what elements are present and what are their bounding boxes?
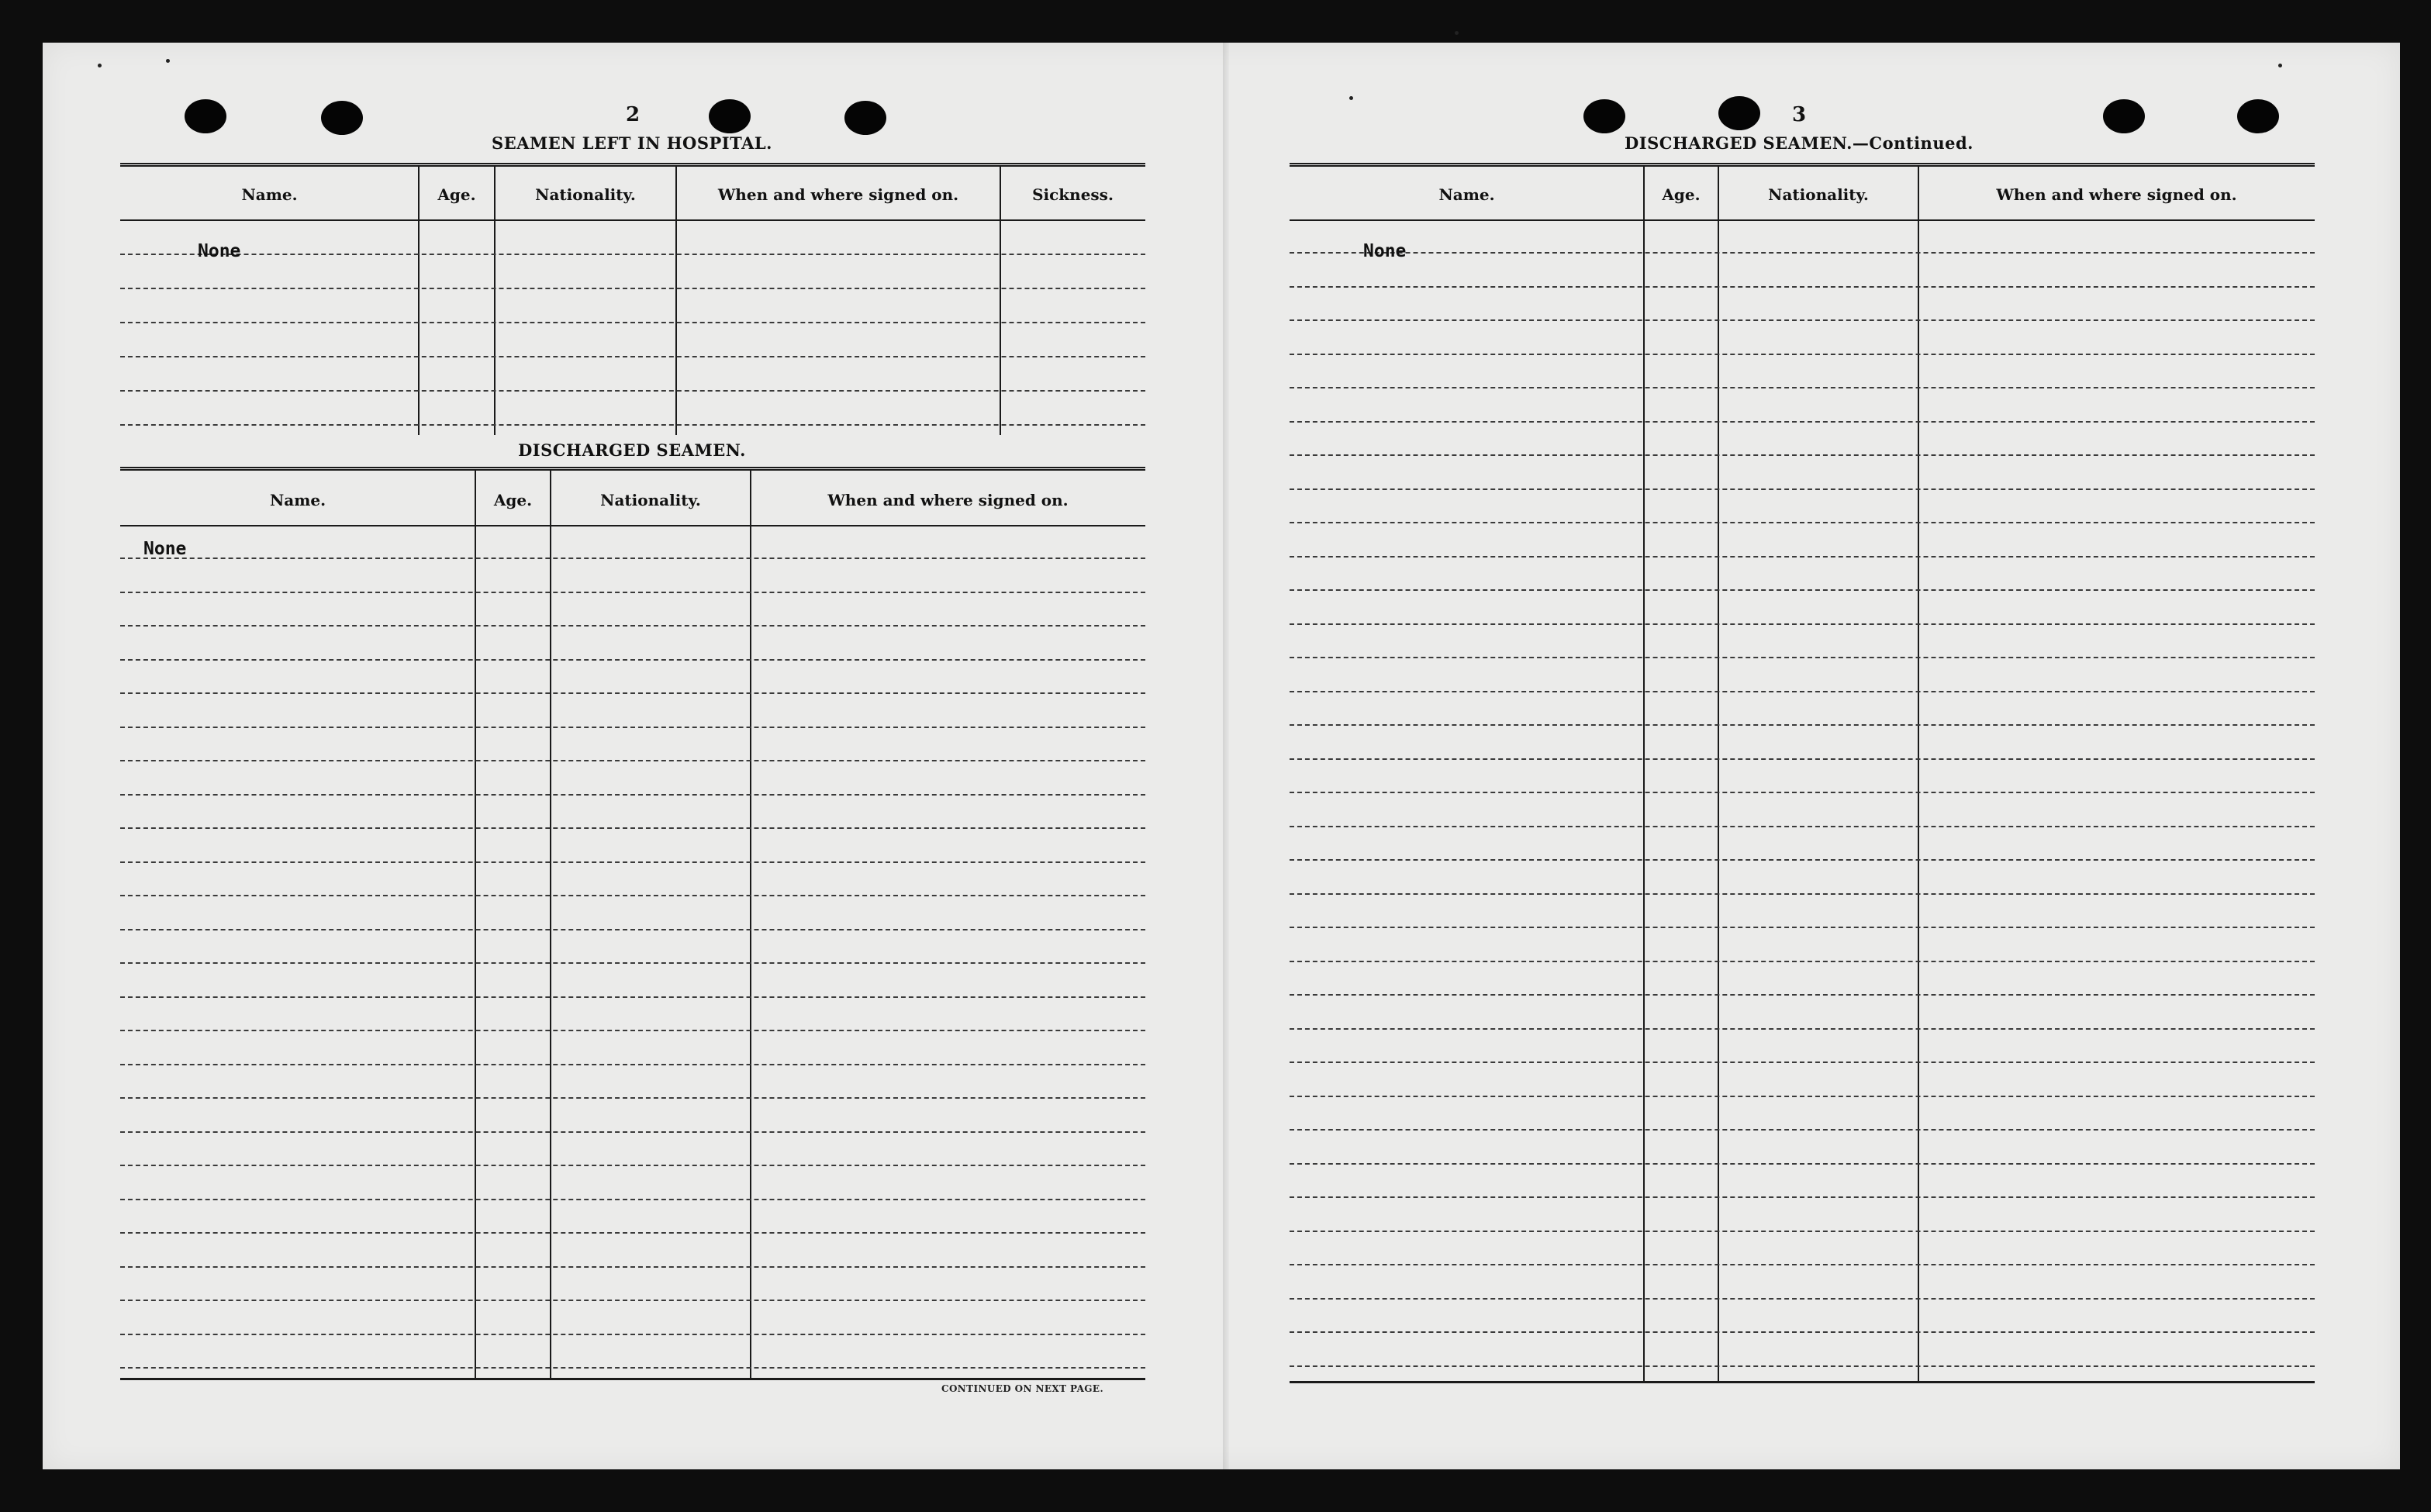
- ruled-line: [120, 1030, 1145, 1031]
- paper-speck: [1455, 31, 1459, 35]
- ruled-line: [1290, 961, 2315, 962]
- ruled-line: [120, 1300, 1145, 1301]
- ruled-line: [1290, 792, 2315, 793]
- ruled-line: [120, 1131, 1145, 1133]
- ruled-line: [1290, 387, 2315, 388]
- punch-hole: [321, 101, 363, 135]
- punch-hole: [185, 99, 226, 133]
- ruled-line: [1290, 319, 2315, 321]
- ruled-line: [1290, 859, 2315, 861]
- hospital-entry: None: [198, 241, 241, 261]
- hospital-table: [120, 163, 1145, 435]
- punch-hole: [709, 99, 751, 133]
- ruled-line: [120, 659, 1145, 661]
- ruled-line: [1290, 1028, 2315, 1030]
- punch-hole: [844, 101, 886, 135]
- ruled-line: [120, 827, 1145, 829]
- paper-speck: [98, 64, 102, 67]
- ruled-line: [1290, 522, 2315, 523]
- ruled-line: [120, 558, 1145, 559]
- ruled-line: [1290, 623, 2315, 625]
- col-signed-on-header: When and where signed on.: [1996, 185, 2237, 204]
- ruled-line: [1290, 1163, 2315, 1165]
- ruled-line: [120, 1367, 1145, 1369]
- discharged-section-title: DISCHARGED SEAMEN.: [518, 440, 746, 460]
- ruled-line: [120, 322, 1145, 323]
- ruled-line: [120, 760, 1145, 761]
- page-number-left: 2: [625, 103, 641, 126]
- ruled-line: [1290, 1096, 2315, 1097]
- ruled-line: [1290, 1298, 2315, 1300]
- page-number-right: 3: [1791, 103, 1807, 126]
- continued-note: CONTINUED ON NEXT PAGE.: [941, 1383, 1104, 1394]
- discharged-table: [120, 467, 1145, 1379]
- ruled-line: [1290, 421, 2315, 423]
- ruled-line: [1290, 286, 2315, 288]
- column-divider: [550, 471, 551, 1379]
- ruled-line: [1290, 826, 2315, 827]
- ruled-line: [120, 1165, 1145, 1166]
- punch-hole: [1718, 96, 1760, 130]
- ruled-line: [1290, 1365, 2315, 1367]
- column-divider: [418, 167, 420, 435]
- ruled-line: [120, 1199, 1145, 1200]
- ruled-line: [120, 592, 1145, 593]
- col-sickness-header: Sickness.: [1032, 185, 1114, 204]
- ruled-line: [1290, 724, 2315, 726]
- ruled-line: [120, 625, 1145, 627]
- column-divider: [750, 471, 751, 1379]
- ruled-line: [1290, 1129, 2315, 1131]
- discharged-entry: None: [143, 539, 187, 559]
- col-age-header: Age.: [437, 185, 476, 204]
- ruled-line: [120, 929, 1145, 930]
- col-age-header: Age.: [1662, 185, 1701, 204]
- column-divider: [1643, 167, 1645, 1383]
- ruled-line: [120, 794, 1145, 796]
- ruled-line: [1290, 1062, 2315, 1063]
- discharged-continued-title: DISCHARGED SEAMEN.—Continued.: [1625, 133, 1973, 153]
- ruled-line: [120, 1334, 1145, 1335]
- col-nationality-header: Nationality.: [1768, 185, 1869, 204]
- ruled-line: [1290, 454, 2315, 456]
- ruled-line: [120, 1064, 1145, 1065]
- ruled-line: [120, 861, 1145, 863]
- ruled-line: [120, 390, 1145, 392]
- ruled-line: [120, 288, 1145, 289]
- ruled-line: [1290, 691, 2315, 692]
- ruled-line: [1290, 1231, 2315, 1232]
- page-fold: [1223, 43, 1229, 1469]
- ruled-line: [1290, 927, 2315, 928]
- col-name-header: Name.: [269, 491, 326, 509]
- col-nationality-header: Nationality.: [535, 185, 636, 204]
- table-bottom-rule: [120, 1378, 1145, 1380]
- discharged-continued-table: [1290, 163, 2315, 1383]
- ruled-line: [1290, 1331, 2315, 1333]
- column-divider: [675, 167, 677, 435]
- punch-hole: [2237, 99, 2279, 133]
- col-signed-on-header: When and where signed on.: [827, 491, 1069, 509]
- paper-speck: [1349, 96, 1353, 100]
- ruled-line: [1290, 758, 2315, 760]
- ruled-line: [120, 356, 1145, 357]
- punch-hole: [1583, 99, 1625, 133]
- paper-speck: [166, 59, 170, 63]
- table-bottom-rule: [1290, 1381, 2315, 1383]
- hospital-section-title: SEAMEN LEFT IN HOSPITAL.: [492, 133, 772, 153]
- ruled-line: [120, 1097, 1145, 1099]
- column-divider: [494, 167, 496, 435]
- col-name-header: Name.: [241, 185, 298, 204]
- ruled-line: [1290, 252, 2315, 254]
- ruled-line: [120, 692, 1145, 694]
- ruled-line: [1290, 488, 2315, 490]
- ruled-line: [1290, 1264, 2315, 1265]
- col-signed-on-header: When and where signed on.: [717, 185, 959, 204]
- column-divider: [1918, 167, 1919, 1383]
- punch-hole: [2103, 99, 2145, 133]
- paper-speck: [2278, 64, 2282, 67]
- ruled-line: [120, 254, 1145, 255]
- ruled-line: [120, 424, 1145, 426]
- ruled-line: [1290, 589, 2315, 591]
- ruled-line: [120, 962, 1145, 964]
- column-divider: [1718, 167, 1719, 1383]
- column-divider: [475, 471, 476, 1379]
- col-age-header: Age.: [493, 491, 533, 509]
- ruled-line: [1290, 994, 2315, 996]
- ruled-line: [1290, 657, 2315, 658]
- ruled-line: [120, 1232, 1145, 1234]
- ruled-line: [1290, 354, 2315, 355]
- ruled-line: [120, 1266, 1145, 1268]
- ruled-line: [1290, 1196, 2315, 1198]
- ruled-line: [1290, 556, 2315, 558]
- ruled-line: [120, 727, 1145, 728]
- ruled-line: [120, 895, 1145, 896]
- continued-entry: None: [1363, 241, 1407, 261]
- col-name-header: Name.: [1438, 185, 1495, 204]
- column-divider: [1000, 167, 1001, 435]
- col-nationality-header: Nationality.: [600, 491, 701, 509]
- ruled-line: [1290, 893, 2315, 895]
- ruled-line: [120, 996, 1145, 998]
